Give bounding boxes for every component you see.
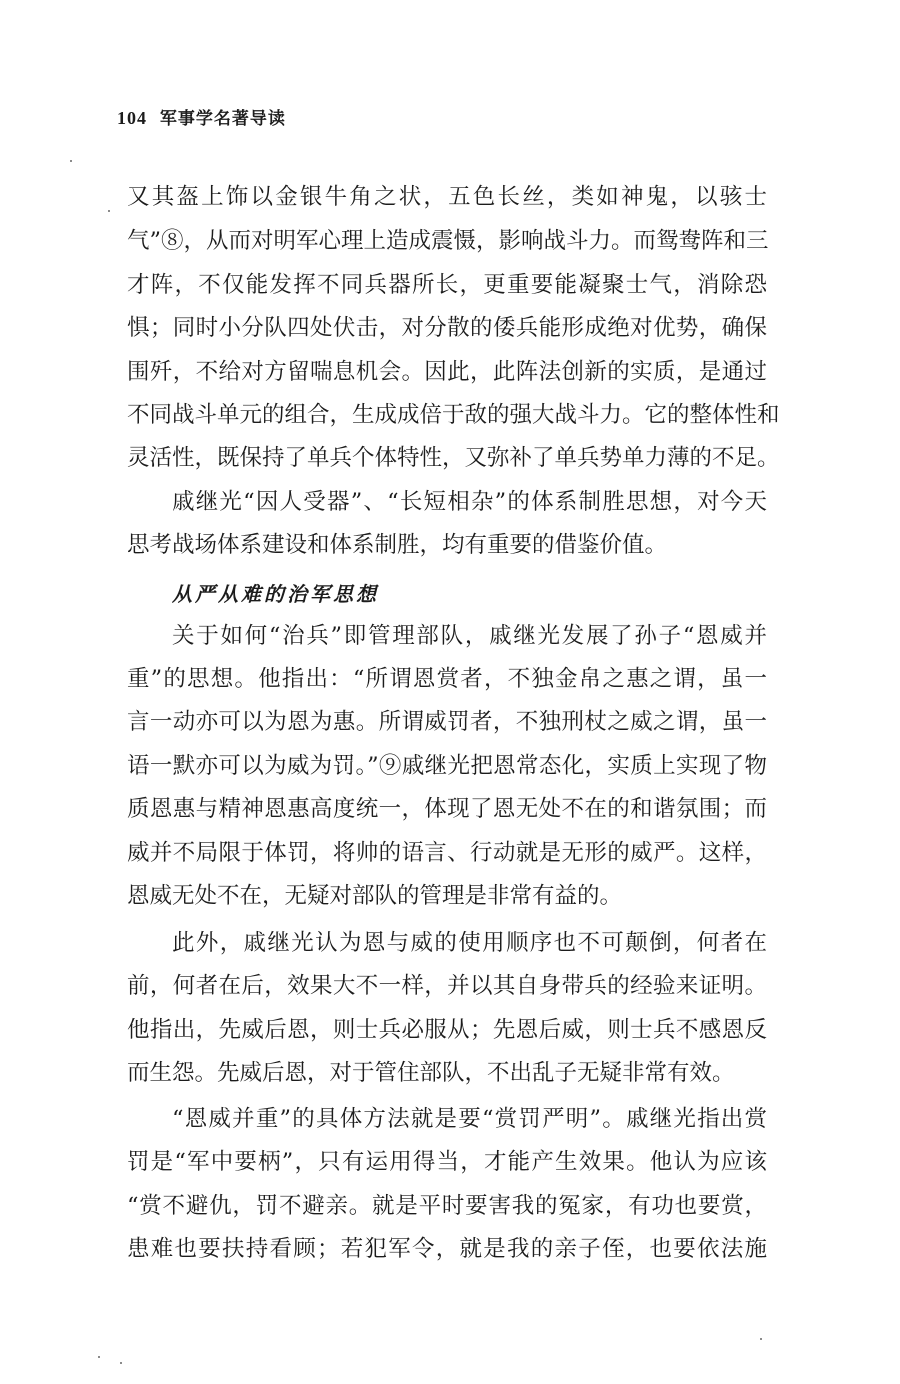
text-line: 重”的思想。他指出：“所谓恩赏者，不独金帛之惠之谓，虽一 xyxy=(127,666,767,692)
text-line: “赏不避仇，罚不避亲。就是平时要害我的冤家，有功也要赏， xyxy=(127,1193,767,1219)
text-line: 才阵，不仅能发挥不同兵器所长，更重要能凝聚士气，消除恐 xyxy=(127,272,767,298)
scan-speck xyxy=(98,1356,100,1358)
text-line: 惧；同时小分队四处伏击，对分散的倭兵能形成绝对优势，确保 xyxy=(127,315,767,341)
text-line: 此外，戚继光认为恩与威的使用顺序也不可颠倒，何者在 xyxy=(172,930,767,956)
text-line: 又其盔上饰以金银牛角之状，五色长丝，类如神鬼，以骇士 xyxy=(127,184,767,210)
text-line: 威并不局限于体罚，将帅的语言、行动就是无形的威严。这样， xyxy=(127,840,767,866)
running-header xyxy=(117,104,286,129)
text-line: 语一默亦可以为威为罚。”⑨戚继光把恩常态化，实质上实现了物 xyxy=(127,753,767,779)
text-line: 不同战斗单元的组合，生成成倍于敌的强大战斗力。它的整体性和 xyxy=(127,402,780,428)
text-line: 思考战场体系建设和体系制胜，均有重要的借鉴价值。 xyxy=(127,532,668,558)
scan-speck xyxy=(70,160,72,162)
text-line: 质恩惠与精神恩惠高度统一，体现了恩无处不在的和谐氛围；而 xyxy=(127,796,767,822)
section-heading: 从严从难的治军思想 xyxy=(172,582,379,606)
text-line: 关于如何“治兵”即管理部队，戚继光发展了孙子“恩威并 xyxy=(172,623,767,649)
text-line: 而生怨。先威后恩，对于管住部队，不出乱子无疑非常有效。 xyxy=(127,1060,735,1086)
text-line: 前，何者在后，效果大不一样，并以其自身带兵的经验来证明。 xyxy=(127,973,767,999)
text-line: 患难也要扶持看顾；若犯军令，就是我的亲子侄，也要依法施 xyxy=(127,1236,767,1262)
text-line: 罚是“军中要柄”，只有运用得当，才能产生效果。他认为应该 xyxy=(127,1149,767,1175)
book-title: 军事学名著导读 xyxy=(159,109,286,129)
text-line: 灵活性，既保持了单兵个体特性，又弥补了单兵势单力薄的不足。 xyxy=(127,445,780,471)
page-number: 104 xyxy=(117,108,147,128)
text-line: “恩威并重”的具体方法就是要“赏罚严明”。戚继光指出赏 xyxy=(172,1106,767,1132)
scan-speck xyxy=(120,1362,122,1364)
text-line: 他指出，先威后恩，则士兵必服从；先恩后威，则士兵不感恩反 xyxy=(127,1017,767,1043)
text-line: 恩威无处不在，无疑对部队的管理是非常有益的。 xyxy=(127,883,623,909)
text-line: 气”⑧，从而对明军心理上造成震慑，影响战斗力。而鸳鸯阵和三 xyxy=(127,228,769,254)
text-line: 戚继光“因人受器”、“长短相杂”的体系制胜思想，对今天 xyxy=(172,489,767,515)
scan-speck xyxy=(760,1338,762,1340)
scan-speck xyxy=(108,210,110,212)
text-line: 言一动亦可以为恩为惠。所谓威罚者，不独刑杖之威之谓，虽一 xyxy=(127,709,767,735)
text-line: 围歼，不给对方留喘息机会。因此，此阵法创新的实质，是通过 xyxy=(127,359,767,385)
